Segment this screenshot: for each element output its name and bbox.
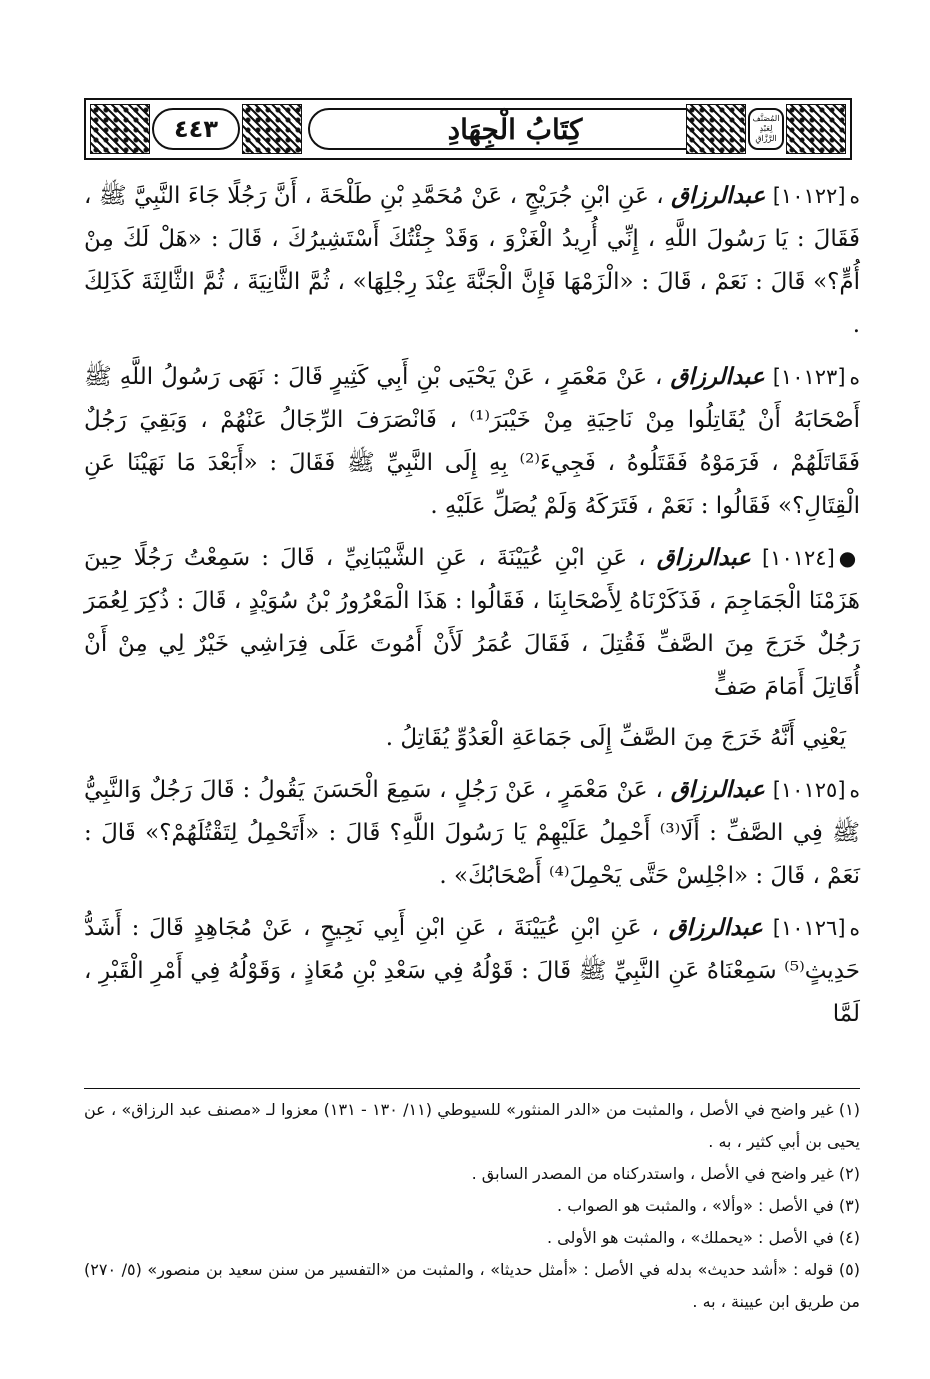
hadith-number: [١٠١٢٦] <box>772 916 846 940</box>
hadith-number: [١٠١٢٤] <box>761 546 835 570</box>
hadith-text: ، عَنِ ابْنِ جُرَيْجٍ ، عَنْ مُحَمَّدِ بْنِ طَلْحَةَ ، أَنَّ رَجُلًا جَاءَ النَّبِيَّ ﷺ ، فَقَالَ : يَا رَسُولَ اللَّهِ ، إِنِّي أُرِيدُ الْغَزْوَ ، وَقَدْ جِئْتُكَ أَسْتَشِيرُكَ ، قَالَ : «هَلْ لَكَ مِنْ أُمٍّ؟» قَالَ : نَعَمْ ، قَالَ : «الْزَمْهَا فَإِنَّ الْجَنَّةَ عِنْدَ رِجْلِهَا» ، ثُمَّ الثَّانِيَةَ ، ثُمَّ الثَّالِثَةَ كَذَلِكَ . <box>84 183 860 338</box>
book-title: كِتَابُ الْجِهَادِ <box>447 112 583 146</box>
narrator-name: عبدالرزاق <box>671 182 766 209</box>
hadith-entry <box>84 768 860 898</box>
footnote: (١) غير واضح في الأصل ، والمثبت من «الدر المنثور» للسيوطي (١١/ ١٣٠ - ١٣١) معزوا لـ «مصنف عبد الرزاق» ، عن يحيى بن أبي كثير ، به . <box>84 1100 860 1151</box>
narrator-name: عبدالرزاق <box>670 363 765 390</box>
footnote: (٢) غير واضح في الأصل ، واستدركناه من المصدر السابق . <box>471 1164 860 1183</box>
hadith-text: ، عَنْ مَعْمَرٍ ، عَنْ رَجُلٍ ، سَمِعَ الْحَسَنَ يَقُولُ : قَالَ رَجُلٌ وَالنَّبِيُّ ﷺ فِي الصَّفِّ : أَلَا⁽³⁾ أَحْمِلُ عَلَيْهِمْ يَا رَسُولَ اللَّهِ؟ قَالَ : «أَتَحْمِلُ لِتَقْتُلَهُمْ؟» قَالَ : نَعَمْ ، قَالَ : «اجْلِسْ حَتَّى يَحْمِلَ⁽⁴⁾ أَصْحَابُكَ» . <box>84 777 860 889</box>
hadith-number: [١٠١٢٣] <box>772 365 846 389</box>
hadith-entry <box>84 906 860 1036</box>
ornament-icon <box>90 104 150 154</box>
hadith-text: ، عَنِ ابْنِ عُيَيْنَةَ ، عَنِ الشَّيْبَانِيِّ ، قَالَ : سَمِعْتُ رَجُلًا حِينَ هَزَمْنَا الْجَمَاجِمَ ، فَذَكَرْنَاهُ لِأَصْحَابِنَا ، فَقَالُوا : هَذَا الْمَعْرُورُ بْنُ سُوَيْدٍ ، قَالَ : ذُكِرَ لِعُمَرَ رَجُلٌ خَرَجَ مِنَ الصَّفِّ فَقُتِلَ ، فَقَالَ عُمَرُ لَأَنْ أَمُوتَ عَلَى فِرَاشِي خَيْرٌ لِي مِنْ أَنْ أُقَاتِلَ أَمَامَ صَفٍّ <box>84 545 860 700</box>
entry-mark-icon: ه <box>849 365 861 389</box>
hadith-entry <box>84 355 860 528</box>
footnote: (٣) في الأصل : «وألا» ، والمثبت هو الصواب . <box>557 1196 860 1215</box>
page-number: ٤٤٣ <box>174 115 218 143</box>
narrator-name: عبدالرزاق <box>668 914 763 941</box>
hadith-entry <box>84 174 860 347</box>
narrator-name: عبدالرزاق <box>656 544 751 571</box>
hadith-number: [١٠١٢٢] <box>772 184 846 208</box>
hadith-text: ، عَنِ ابْنِ عُيَيْنَةَ ، عَنِ ابْنِ أَبِي نَجِيحٍ ، عَنْ مُجَاهِدٍ قَالَ : أَشَدُّ حَدِيثٍ⁽⁵⁾ سَمِعْنَاهُ عَنِ النَّبِيِّ ﷺ قَالَ : قَوْلُهُ فِي سَعْدِ بْنِ مُعَاذٍ ، وَقَوْلُهُ فِي أَمْرِ الْقَبْرِ ، لَمَّا <box>84 915 860 1027</box>
explanation-line: يَعْنِي أَنَّهُ خَرَجَ مِنَ الصَّفِّ إِلَى جَمَاعَةِ الْعَدُوِّ يُقَاتِلُ . <box>385 725 846 751</box>
entry-mark-icon: ه <box>849 916 861 940</box>
brand-frame <box>748 108 784 150</box>
narrator-name: عبدالرزاق <box>670 776 765 803</box>
footnote: (٥) قوله : «أشد حديث» بدله في الأصل : «أمثل حديثا» ، والمثبت من «التفسير من سنن سعيد بن منصور» (٥/ ٢٧٠) من طريق ابن عيينة ، به . <box>84 1260 861 1311</box>
entry-mark-icon: ه <box>849 184 861 208</box>
book-title-frame <box>308 108 722 150</box>
ornament-icon <box>242 104 302 154</box>
hadith-text: ، عَنْ مَعْمَرٍ ، عَنْ يَحْيَى بْنِ أَبِي كَثِيرٍ قَالَ : نَهَى رَسُولُ اللَّهِ ﷺ أَصْحَابَهُ أَنْ يُقَاتِلُوا مِنْ نَاحِيَةِ مِنْ خَيْبَرَ⁽¹⁾ ، فَانْصَرَفَ الرِّجَالُ عَنْهُمْ ، وَبَقِيَ رَجُلٌ فَقَاتَلَهُمْ ، فَرَمَوْهُ فَقَتَلُوهُ ، فَجِيءَ⁽²⁾ بِهِ إِلَى النَّبِيِّ ﷺ فَقَالَ : «أَبَعْدَ مَا نَهَيْنَا عَنِ الْقِتَالِ؟» فَقَالُوا : نَعَمْ ، فَتَرَكَهُ وَلَمْ يُصَلِّ عَلَيْهِ . <box>84 364 860 519</box>
ornament-icon <box>686 104 746 154</box>
footnote-divider <box>84 1088 860 1089</box>
hadith-entry <box>84 536 860 709</box>
main-text <box>84 174 860 1044</box>
footnotes <box>84 1094 860 1318</box>
footnote: (٤) في الأصل : «يحملك» ، والمثبت هو الأولى . <box>546 1228 860 1247</box>
entry-mark-icon: ● <box>838 546 860 570</box>
brand-logo: المُصَنَّف لِعَبْدِ الرَّزَّاقِ <box>752 114 780 143</box>
page-number-frame <box>152 108 240 150</box>
hadith-number: [١٠١٢٥] <box>772 778 846 802</box>
page-header <box>84 98 852 160</box>
ornament-icon <box>786 104 846 154</box>
entry-mark-icon: ه <box>849 778 860 802</box>
